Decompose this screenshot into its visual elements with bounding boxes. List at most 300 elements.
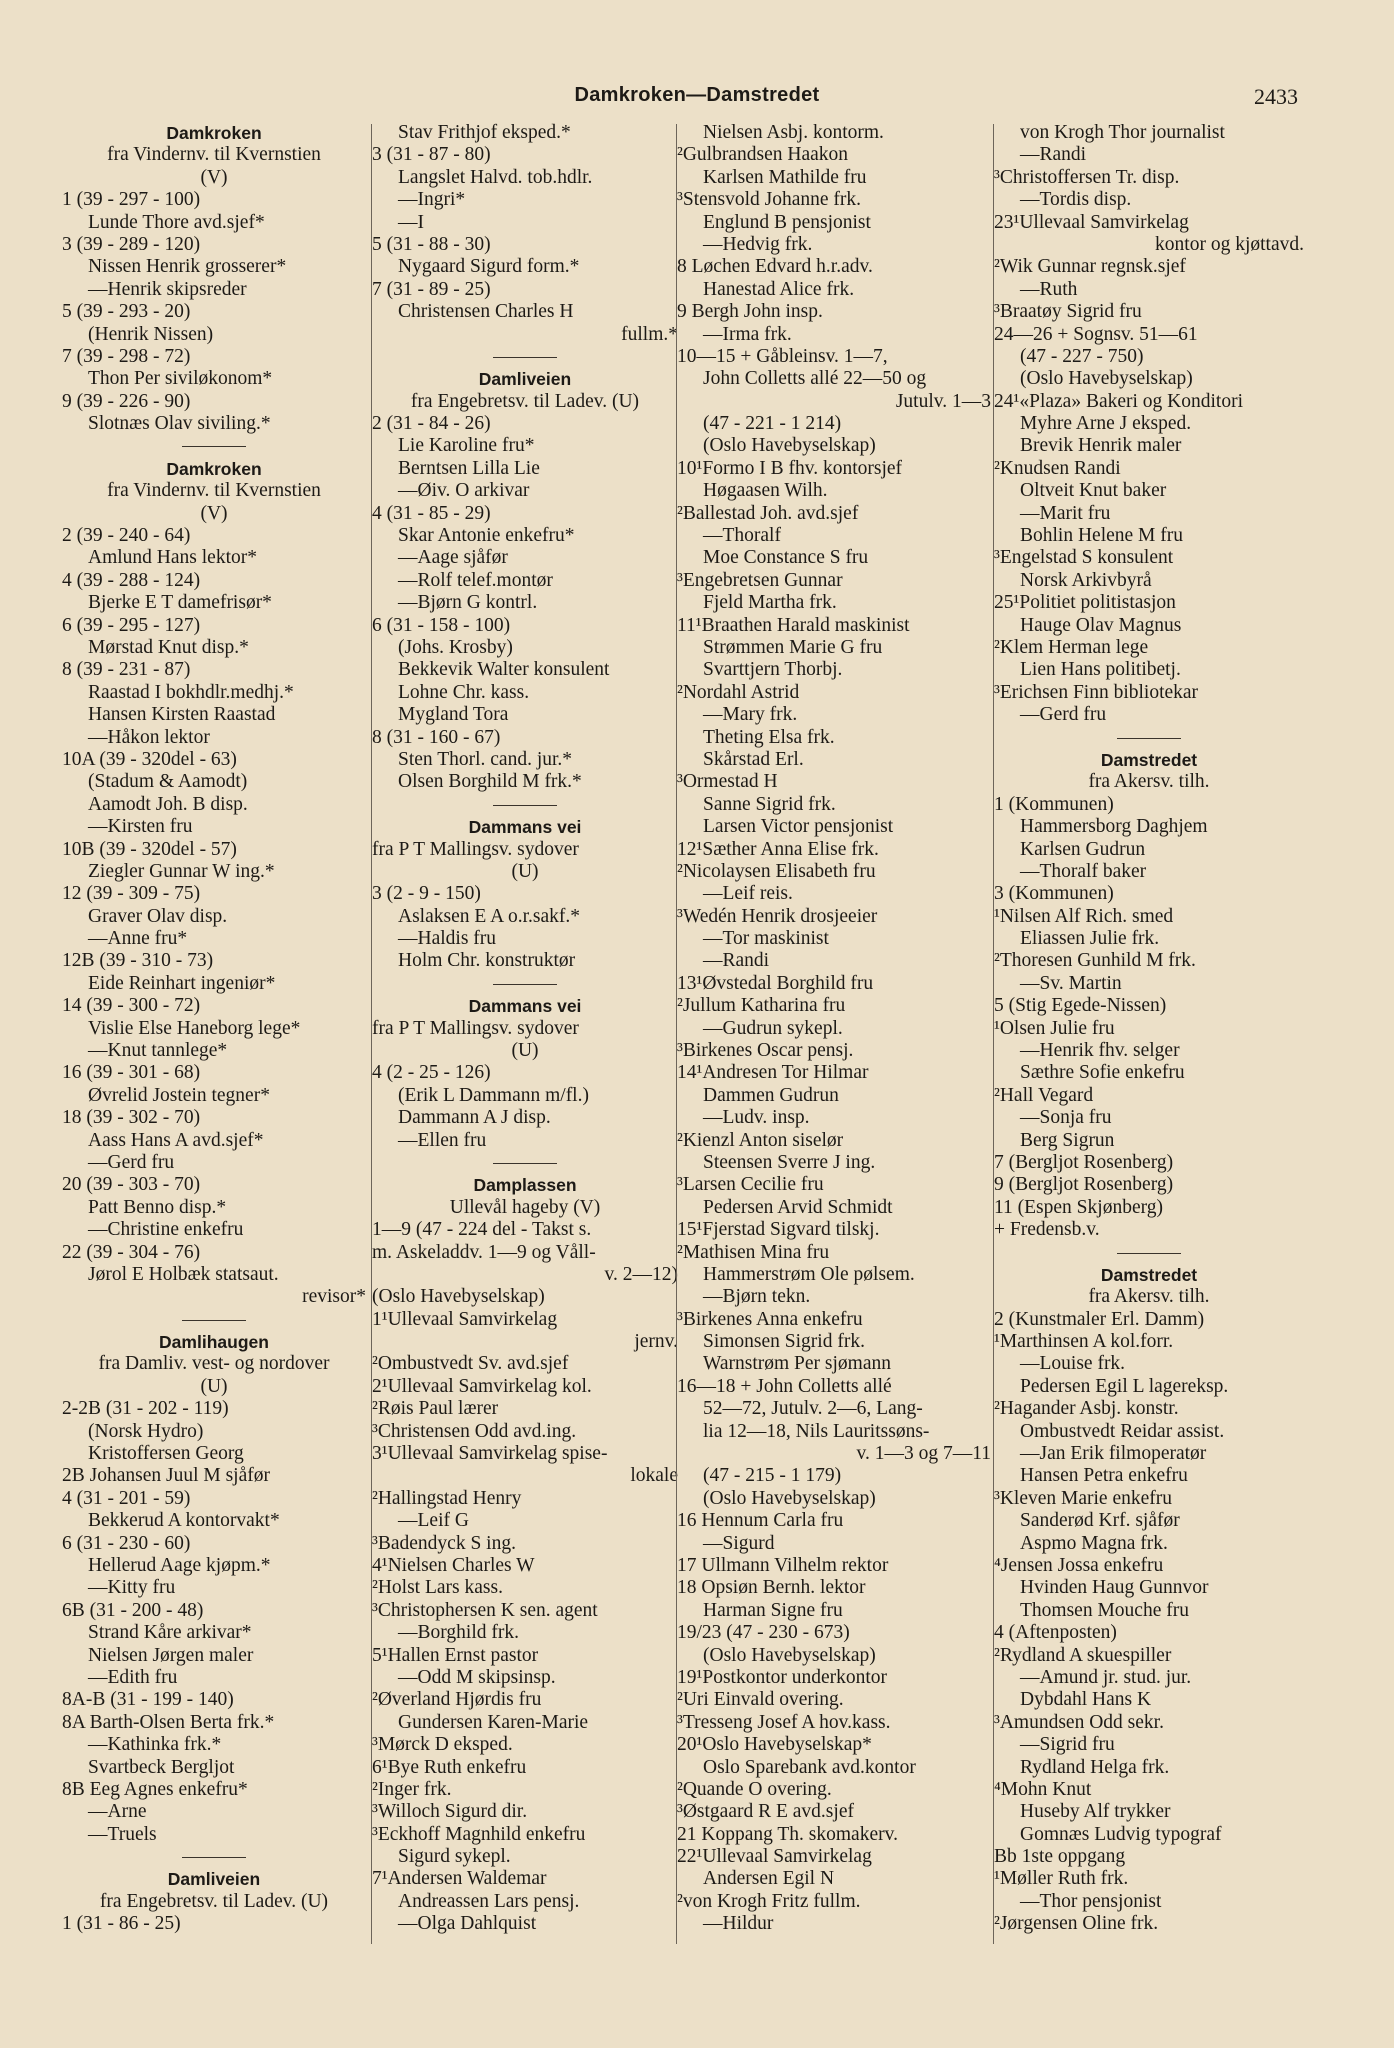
directory-line: Aamodt Joh. B disp. [88, 793, 248, 815]
directory-line: ²Jullum Katharina fru [677, 995, 846, 1017]
directory-line: 1¹Ullevaal Samvirkelag [372, 1308, 558, 1330]
directory-line: ⁴Jensen Jossa enkefru [994, 1555, 1164, 1576]
directory-line: Hellerud Aage kjøpm.* [88, 1555, 271, 1576]
directory-line: 10A (39 - 320del - 63) [62, 748, 237, 770]
directory-line: ³Badendyck S ing. [372, 1532, 516, 1554]
running-title: Damkroken—Damstredet [574, 84, 820, 106]
directory-line: 11 (Espen Skjønberg) [994, 1196, 1163, 1218]
directory-line: 1 (31 - 86 - 25) [62, 1913, 181, 1935]
directory-line: Christensen Charles H [398, 301, 574, 323]
directory-line: ³Braatøy Sigrid fru [994, 301, 1142, 323]
directory-line: —Borghild frk. [398, 1622, 519, 1644]
directory-line: Berntsen Lilla Lie [398, 457, 540, 479]
directory-line: —Kitty fru [88, 1577, 176, 1599]
directory-line: fra Engebretsv. til Ladev. (U) [99, 1890, 329, 1912]
section-divider [994, 727, 1304, 749]
directory-line: —Sonja fru [1020, 1107, 1112, 1129]
directory-line: 16—18 + John Colletts allé [677, 1375, 892, 1397]
directory-line: Nygaard Sigurd form.* [398, 256, 580, 278]
directory-line: ³Mørck D eksped. [372, 1734, 513, 1756]
directory-line: —Rolf telef.montør [398, 569, 553, 591]
directory-line: —Håkon lektor [88, 726, 210, 748]
directory-line: ²Hallingstad Henry [372, 1487, 522, 1509]
directory-line: 12 (39 - 309 - 75) [62, 883, 201, 905]
directory-line: ³Christoffersen Tr. disp. [994, 166, 1180, 188]
directory-line: jernv. [634, 1331, 678, 1353]
directory-line: ³Østgaard R E avd.sjef [677, 1801, 854, 1823]
directory-line: —Randi [703, 950, 770, 972]
directory-line: Hauge Olav Magnus [1020, 614, 1182, 636]
directory-line: Ombustvedt Reidar assist. [1020, 1420, 1225, 1442]
directory-line: 6¹Bye Ruth enkefru [372, 1756, 527, 1778]
directory-line: 2 (Kunstmaler Erl. Damm) [994, 1308, 1205, 1330]
street-heading: Damliveien [167, 1869, 261, 1890]
directory-line: lia 12—18, Nils Lauritssøns- [703, 1420, 930, 1442]
directory-line: —Tor maskinist [703, 928, 829, 950]
directory-line: 5¹Hallen Ernst pastor [372, 1644, 539, 1666]
section-divider [994, 1242, 1304, 1264]
directory-line: —Knut tannlege* [88, 1040, 228, 1062]
directory-line: ³Wedén Henrik drosjeeier [677, 905, 878, 927]
directory-line: Berg Sigrun [1020, 1129, 1115, 1151]
directory-line: 10B (39 - 320del - 57) [62, 838, 237, 860]
directory-line: Karlsen Mathilde fru [703, 166, 867, 188]
directory-line: —Mary frk. [703, 704, 798, 726]
directory-line: —Truels [88, 1823, 157, 1845]
directory-line: Sigurd sykepl. [398, 1846, 511, 1868]
directory-line: ⁴Mohn Knut [994, 1778, 1092, 1800]
directory-line: Oslo Sparebank avd.kontor [703, 1756, 916, 1778]
directory-line: 4 (31 - 201 - 59) [62, 1487, 191, 1509]
directory-line: (Erik L Dammann m/fl.) [398, 1084, 589, 1106]
directory-line: —Kirsten fru [88, 816, 193, 838]
directory-line: Huseby Alf trykker [1020, 1801, 1171, 1823]
directory-line: Vislie Else Haneborg lege* [88, 1017, 301, 1039]
directory-line: Kristoffersen Georg [88, 1443, 244, 1465]
directory-line: 6 (39 - 295 - 127) [62, 614, 201, 636]
directory-line: ³Engelstad S konsulent [994, 547, 1174, 569]
directory-line: 22 (39 - 304 - 76) [62, 1241, 201, 1263]
directory-line: (Oslo Havebyselskap) [703, 1487, 876, 1509]
directory-line: Myhre Arne J eksped. [1020, 413, 1192, 435]
directory-line: ¹Olsen Julie fru [994, 1017, 1115, 1039]
directory-line: ²Thoresen Gunhild M frk. [994, 950, 1196, 972]
directory-line: (U) [511, 1040, 539, 1062]
street-heading: Damstredet [1100, 749, 1198, 770]
directory-line: Svartbeck Bergljot [88, 1756, 235, 1778]
page-number: 2433 [1254, 84, 1298, 109]
section-divider [372, 346, 678, 368]
directory-line: Sanne Sigrid frk. [703, 793, 836, 815]
directory-line: (V) [200, 502, 228, 524]
directory-line: —Kathinka frk.* [88, 1734, 222, 1756]
directory-line: 1 (Kommunen) [994, 793, 1114, 815]
directory-line: (Oslo Havebyselskap) [703, 1644, 876, 1666]
directory-line: fra Vindernv. til Kvernstien [107, 480, 321, 502]
directory-line: Langslet Halvd. tob.hdlr. [398, 166, 593, 188]
directory-line: Aspmo Magna frk. [1020, 1532, 1168, 1554]
directory-line: 7¹Andersen Waldemar [372, 1868, 547, 1890]
directory-line: 3¹Ullevaal Samvirkelag spise- [372, 1443, 608, 1465]
directory-line: Moe Constance S fru [703, 547, 869, 569]
section-divider [372, 973, 678, 995]
directory-line: (Johs. Krosby) [398, 636, 513, 658]
directory-line: 4 (39 - 288 - 124) [62, 569, 201, 591]
directory-line: Hansen Kirsten Raastad [88, 704, 276, 726]
directory-line: —Sigurd [703, 1532, 775, 1554]
directory-line: Warnstrøm Per sjømann [703, 1353, 891, 1375]
directory-line: Norsk Arkivbyrå [1020, 569, 1152, 591]
directory-line: Oltveit Knut baker [1020, 480, 1167, 502]
directory-line: 2¹Ullevaal Samvirkelag kol. [372, 1375, 592, 1397]
directory-line: ²Jørgensen Oline frk. [994, 1913, 1159, 1935]
directory-line: Thomsen Mouche fru [1020, 1599, 1189, 1621]
directory-line: ³Erichsen Finn bibliotekar [994, 681, 1199, 703]
directory-line: 1 (39 - 297 - 100) [62, 189, 201, 211]
directory-line: ³Amundsen Odd sekr. [994, 1711, 1164, 1733]
directory-line: Stav Frithjof eksped.* [398, 122, 571, 143]
directory-line: Raastad I bokhdlr.medhj.* [88, 681, 294, 703]
directory-line: Olsen Borghild M frk.* [398, 771, 582, 793]
directory-line: —Christine enkefru [88, 1219, 244, 1241]
directory-line: 5 (39 - 293 - 20) [62, 301, 191, 323]
directory-line: fra P T Mallingsv. sydover [372, 838, 579, 860]
directory-line: Aass Hans A avd.sjef* [88, 1129, 264, 1151]
column-4 [994, 122, 1304, 2042]
directory-line: —Thoralf [703, 525, 781, 547]
directory-line: Øvrelid Jostein tegner* [88, 1084, 270, 1106]
directory-line: —Bjørn tekn. [703, 1286, 811, 1308]
directory-line: ²Kienzl Anton siselør [677, 1129, 844, 1151]
column-3 [677, 122, 991, 2042]
directory-line: Høgaasen Wilh. [703, 480, 828, 502]
directory-line: (Oslo Havebyselskap) [1020, 368, 1193, 390]
directory-line: ²Ombustvedt Sv. avd.sjef [372, 1353, 569, 1375]
directory-line: Strømmen Marie G fru [703, 636, 883, 658]
directory-line: ²Øverland Hjørdis fru [372, 1689, 542, 1711]
directory-line: ³Stensvold Johanne frk. [677, 189, 862, 211]
directory-line: kontor og kjøttavd. [1155, 233, 1304, 255]
directory-line: Dammann A J disp. [398, 1107, 551, 1129]
column-1 [62, 122, 366, 2042]
directory-line: lokale [630, 1465, 678, 1487]
directory-line: ³Engebretsen Gunnar [677, 569, 843, 591]
directory-line: 3 (31 - 87 - 80) [372, 144, 491, 166]
directory-line: ¹Marthinsen A kol.forr. [994, 1331, 1174, 1353]
directory-line: 52—72, Jutulv. 2—6, Lang- [703, 1398, 923, 1420]
directory-line: Bjerke E T damefrisør* [88, 592, 272, 614]
directory-line: von Krogh Thor journalist [1020, 122, 1225, 143]
directory-line: ²Rydland A skuespiller [994, 1644, 1172, 1666]
directory-line: 18 Opsiøn Bernh. lektor [677, 1577, 866, 1599]
directory-line: —Bjørn G kontrl. [398, 592, 538, 614]
directory-line: 19¹Postkontor underkontor [677, 1666, 888, 1688]
directory-line: v. 2—12) [604, 1263, 678, 1285]
directory-line: —Anne fru* [88, 928, 188, 950]
directory-line: —Hildur [703, 1913, 774, 1935]
directory-line: (Oslo Havebyselskap) [372, 1286, 545, 1308]
directory-line: 20 (39 - 303 - 70) [62, 1174, 201, 1196]
directory-line: 2 (31 - 84 - 26) [372, 413, 491, 435]
directory-line: —Henrik skipsreder [88, 278, 247, 300]
directory-line: —Gerd fru [1020, 704, 1107, 726]
directory-line: Lohne Chr. kass. [398, 681, 530, 703]
directory-line: revisor* [302, 1286, 366, 1308]
directory-line: Pedersen Arvid Schmidt [703, 1196, 893, 1218]
directory-line: —Louise frk. [1020, 1353, 1126, 1375]
directory-line: Sten Thorl. cand. jur.* [398, 748, 573, 770]
directory-line: Graver Olav disp. [88, 905, 228, 927]
directory-line: Steensen Sverre J ing. [703, 1151, 876, 1173]
directory-line: ²Hagander Asbj. konstr. [994, 1398, 1179, 1420]
directory-line: Sanderød Krf. sjåfør [1020, 1510, 1180, 1532]
directory-line: Mørstad Knut disp.* [88, 636, 249, 658]
directory-line: —Odd M skipsinsp. [398, 1666, 556, 1688]
directory-line: 8A-B (31 - 199 - 140) [62, 1689, 234, 1711]
directory-line: —Gudrun sykepl. [703, 1017, 843, 1039]
directory-line: 3 (39 - 289 - 120) [62, 233, 201, 255]
directory-line: 2 (39 - 240 - 64) [62, 525, 191, 547]
directory-line: Gomnæs Ludvig typograf [1020, 1823, 1222, 1845]
directory-line: 7 (Bergljot Rosenberg) [994, 1151, 1174, 1173]
directory-line: ³Eckhoff Magnhild enkefru [372, 1823, 586, 1845]
directory-line: Aslaksen E A o.r.sakf.* [398, 905, 580, 927]
directory-line: Nielsen Jørgen maler [88, 1644, 254, 1666]
directory-line: Rydland Helga frk. [1020, 1756, 1170, 1778]
directory-line: Strand Kåre arkivar* [88, 1622, 252, 1644]
directory-line: Thon Per siviløkonom* [88, 368, 273, 390]
directory-line: ³Ormestad H [677, 771, 778, 793]
directory-line: Dybdahl Hans K [1020, 1689, 1152, 1711]
directory-line: ²Holst Lars kass. [372, 1577, 503, 1599]
directory-line: —Jan Erik filmoperatør [1020, 1443, 1207, 1465]
directory-line: 16 (39 - 301 - 68) [62, 1062, 201, 1084]
directory-line: fra Engebretsv. til Ladev. (U) [410, 390, 640, 412]
street-heading: Damkroken [166, 123, 262, 143]
directory-line: 6 (31 - 230 - 60) [62, 1532, 191, 1554]
directory-line: Sæthre Sofie enkefru [1020, 1062, 1185, 1084]
directory-line: ³Kleven Marie enkefru [994, 1487, 1173, 1509]
street-heading: Damstredet [1100, 1264, 1198, 1285]
directory-line: 11¹Braathen Harald maskinist [677, 614, 910, 636]
directory-line: Lunde Thore avd.sjef* [88, 211, 265, 233]
directory-line: 12¹Sæther Anna Elise frk. [677, 838, 879, 860]
directory-line: Simonsen Sigrid frk. [703, 1331, 865, 1353]
directory-line: 14 (39 - 300 - 72) [62, 995, 201, 1017]
directory-line: 12B (39 - 310 - 73) [62, 950, 214, 972]
directory-line: ²Gulbrandsen Haakon [677, 144, 849, 166]
street-heading: Dammans vei [468, 996, 582, 1017]
directory-line: ²Nicolaysen Elisabeth fru [677, 860, 876, 882]
street-heading: Damplassen [473, 1175, 577, 1196]
directory-line: ³Christensen Odd avd.ing. [372, 1420, 577, 1442]
directory-line: Hammerstrøm Ole pølsem. [703, 1263, 915, 1285]
directory-line: ³Christophersen K sen. agent [372, 1599, 598, 1621]
directory-line: 9 Bergh John insp. [677, 301, 823, 323]
section-divider [372, 794, 678, 816]
directory-line: Fjeld Martha frk. [703, 592, 837, 614]
directory-line: fra P T Mallingsv. sydover [372, 1017, 579, 1039]
directory-line: 1—9 (47 - 224 del - Takst s. [372, 1219, 592, 1241]
directory-line: 5 (31 - 88 - 30) [372, 233, 491, 255]
section-divider [62, 435, 366, 457]
directory-line: 8 Løchen Edvard h.r.adv. [677, 256, 873, 278]
directory-line: 17 Ullmann Vilhelm rektor [677, 1555, 889, 1576]
directory-line: 9 (Bergljot Rosenberg) [994, 1174, 1174, 1196]
directory-line: (Henrik Nissen) [88, 323, 214, 345]
directory-line: (Oslo Havebyselskap) [703, 435, 876, 457]
directory-line: 16 Hennum Carla fru [677, 1510, 844, 1532]
directory-line: ²Uri Einvald overing. [677, 1689, 844, 1711]
section-divider [62, 1309, 366, 1331]
directory-line: Hvinden Haug Gunnvor [1020, 1577, 1209, 1599]
directory-line: fra Vindernv. til Kvernstien [107, 144, 321, 166]
directory-line: —Leif G [398, 1510, 469, 1532]
directory-line: Ziegler Gunnar W ing.* [88, 860, 275, 882]
directory-line: 8B Eeg Agnes enkefru* [62, 1778, 248, 1800]
directory-line: 4 (2 - 25 - 126) [372, 1062, 491, 1084]
directory-line: 5 (Stig Egede-Nissen) [994, 995, 1167, 1017]
directory-line: 8A Barth-Olsen Berta frk.* [62, 1711, 275, 1733]
directory-line: v. 1—3 og 7—11 [856, 1443, 991, 1465]
directory-line: —Gerd fru [88, 1151, 175, 1173]
directory-line: —Tordis disp. [1020, 189, 1132, 211]
directory-line: (U) [511, 860, 539, 882]
directory-line: Skar Antonie enkefru* [398, 525, 575, 547]
page-header [0, 84, 1394, 112]
directory-line: —Henrik fhv. selger [1020, 1040, 1180, 1062]
directory-line: Holm Chr. konstruktør [398, 950, 576, 972]
directory-line: 7 (39 - 298 - 72) [62, 345, 191, 367]
directory-line: —Ellen fru [398, 1129, 487, 1151]
directory-line: 8 (39 - 231 - 87) [62, 659, 191, 681]
directory-line: ¹Møller Ruth frk. [994, 1868, 1129, 1890]
directory-line: ³Willoch Sigurd dir. [372, 1801, 528, 1823]
directory-line: 13¹Øvstedal Borghild fru [677, 972, 874, 994]
directory-line: Svarttjern Thorbj. [703, 659, 843, 681]
directory-line: (47 - 221 - 1 214) [703, 413, 842, 435]
directory-line: Amlund Hans lektor* [88, 547, 257, 569]
street-heading: Damkroken [166, 458, 262, 479]
directory-line: ²Mathisen Mina fru [677, 1241, 830, 1263]
directory-line: John Colletts allé 22—50 og [703, 368, 927, 390]
directory-line: Jutulv. 1—3 [895, 390, 991, 412]
directory-line: —Edith fru [88, 1666, 178, 1688]
directory-line: —Thoralf baker [1020, 860, 1147, 882]
column-2 [372, 122, 678, 2042]
directory-line: Hanestad Alice frk. [703, 278, 855, 300]
directory-line: Englund B pensjonist [703, 211, 871, 233]
directory-line: 7 (31 - 89 - 25) [372, 278, 491, 300]
directory-line: —Sv. Martin [1020, 972, 1122, 994]
section-divider [372, 1152, 678, 1174]
directory-line: ²Inger frk. [372, 1778, 452, 1800]
directory-line: Harman Signe fru [703, 1599, 843, 1621]
directory-line: Brevik Henrik maler [1020, 435, 1182, 457]
directory-line: ³Birkenes Oscar pensj. [677, 1040, 854, 1062]
directory-line: Karlsen Gudrun [1020, 838, 1146, 860]
street-heading: Damlihaugen [159, 1332, 269, 1353]
directory-line: ³Birkenes Anna enkefru [677, 1308, 863, 1330]
directory-line: Skårstad Erl. [703, 748, 804, 770]
directory-line: ²Hall Vegard [994, 1084, 1094, 1106]
directory-line: 21 Koppang Th. skomakerv. [677, 1823, 898, 1845]
directory-line: 20¹Oslo Havebyselskap* [677, 1734, 872, 1756]
directory-line: Bekkerud A kontorvakt* [88, 1510, 280, 1532]
directory-line: 22¹Ullevaal Samvirkelag [677, 1846, 872, 1868]
directory-line: 4¹Nielsen Charles W [372, 1555, 535, 1576]
directory-line: 14¹Andresen Tor Hilmar [677, 1062, 869, 1084]
section-divider [62, 1846, 366, 1868]
directory-line: ²Wik Gunnar regnsk.sjef [994, 256, 1186, 278]
directory-line: ³Larsen Cecilie fru [677, 1174, 824, 1196]
directory-line: Larsen Victor pensjonist [703, 816, 894, 838]
directory-line: Andreassen Lars pensj. [398, 1890, 580, 1912]
directory-line: Ullevål hageby (V) [449, 1196, 601, 1218]
directory-line: Gundersen Karen-Marie [398, 1711, 589, 1733]
directory-line: —Olga Dahlquist [398, 1913, 537, 1935]
directory-line: 9 (39 - 226 - 90) [62, 390, 191, 412]
directory-line: 4 (31 - 85 - 29) [372, 502, 491, 524]
directory-line: Bb 1ste oppgang [994, 1846, 1126, 1868]
directory-line: Hammersborg Daghjem [1020, 816, 1208, 838]
directory-line: Eliassen Julie frk. [1020, 928, 1160, 950]
directory-line: 2B Johansen Juul M sjåfør [62, 1465, 270, 1487]
directory-line: ²Quande O overing. [677, 1778, 832, 1800]
directory-line: Theting Elsa frk. [703, 726, 835, 748]
directory-line: —Marit fru [1020, 502, 1111, 524]
directory-line: 18 (39 - 302 - 70) [62, 1107, 201, 1129]
directory-line: ³Tresseng Josef A hov.kass. [677, 1711, 891, 1733]
directory-line: 8 (31 - 160 - 67) [372, 726, 501, 748]
directory-line: Hansen Petra enkefru [1020, 1465, 1188, 1487]
directory-line: Mygland Tora [398, 704, 509, 726]
directory-line: —Leif reis. [703, 883, 793, 905]
directory-line: Patt Benno disp.* [88, 1196, 227, 1218]
directory-line: 10¹Formo I B fhv. kontorsjef [677, 457, 903, 479]
directory-line: Bohlin Helene M fru [1020, 525, 1184, 547]
directory-line: ²Knudsen Randi [994, 457, 1121, 479]
directory-line: —Randi [1020, 144, 1087, 166]
directory-line: 3 (2 - 9 - 150) [372, 883, 481, 905]
directory-line: 24¹«Plaza» Bakeri og Konditori [994, 390, 1244, 412]
directory-line: ²von Krogh Fritz fullm. [677, 1890, 861, 1912]
directory-line: 10—15 + Gåbleinsv. 1—7, [677, 345, 888, 367]
directory-line: Lie Karoline fru* [398, 435, 535, 457]
directory-line: (U) [200, 1375, 228, 1397]
directory-line: Nielsen Asbj. kontorm. [703, 122, 884, 143]
directory-line: —Thor pensjonist [1020, 1890, 1162, 1912]
directory-line: —Øiv. O arkivar [398, 480, 530, 502]
directory-line: —Haldis fru [398, 928, 497, 950]
directory-line: 2-2B (31 - 202 - 119) [62, 1398, 229, 1420]
directory-line: ²Nordahl Astrid [677, 681, 800, 703]
directory-line: 25¹Politiet politistasjon [994, 592, 1176, 614]
directory-line: —Ingri* [398, 189, 466, 211]
directory-line: Dammen Gudrun [703, 1084, 839, 1106]
directory-line: —Aage sjåfør [398, 547, 508, 569]
directory-line: m. Askeladdv. 1—9 og Våll- [372, 1241, 596, 1263]
directory-line: 3 (Kommunen) [994, 883, 1114, 905]
directory-line: 23¹Ullevaal Samvirkelag [994, 211, 1189, 233]
directory-line: —Amund jr. stud. jur. [1020, 1666, 1192, 1688]
directory-line: 19/23 (47 - 230 - 673) [677, 1622, 850, 1644]
directory-line: —Hedvig frk. [703, 233, 813, 255]
directory-line: fra Damliv. vest- og nordover [98, 1353, 330, 1375]
street-heading: Damliveien [478, 369, 572, 390]
directory-line: Bekkevik Walter konsulent [398, 659, 610, 681]
directory-line: —Ludv. insp. [703, 1107, 810, 1129]
